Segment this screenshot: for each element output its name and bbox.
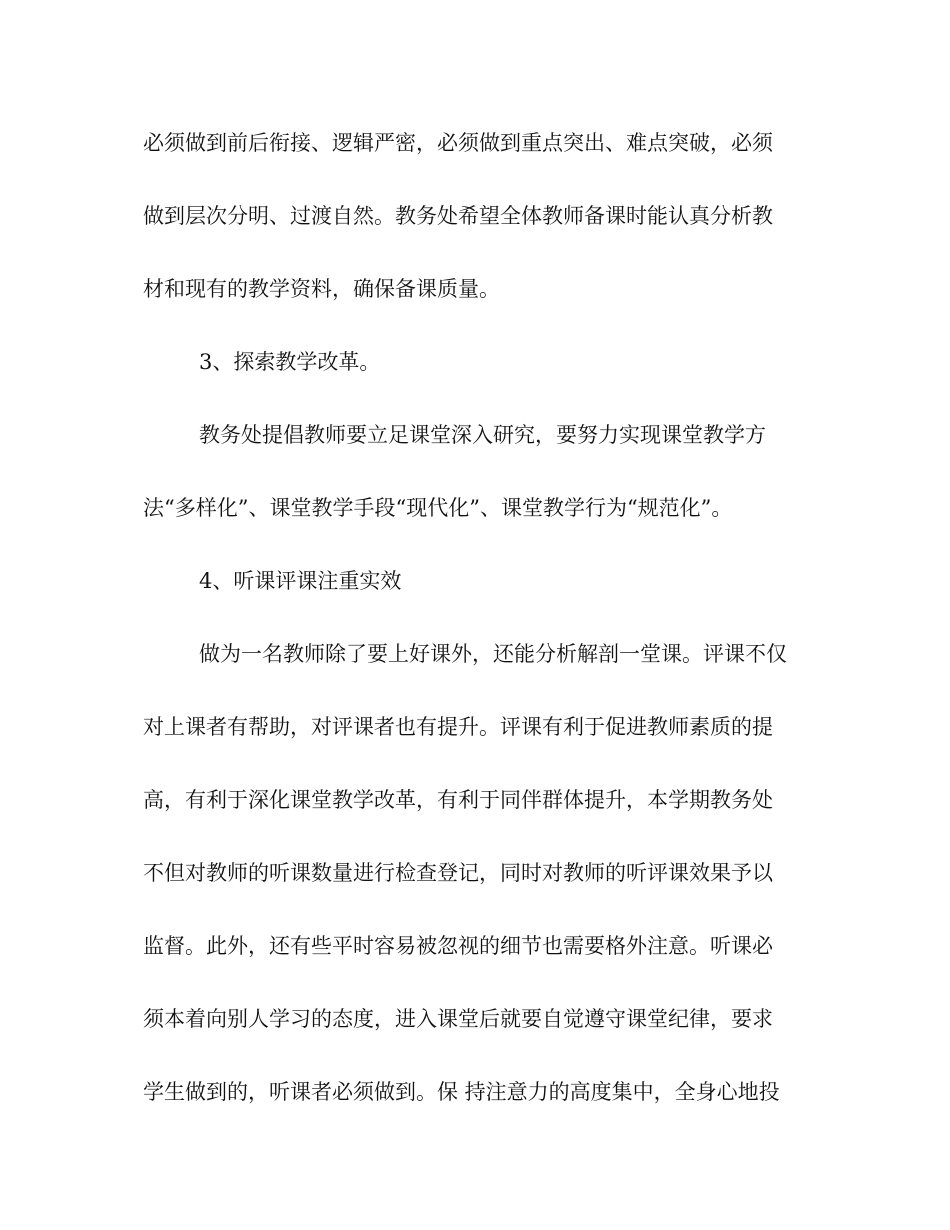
paragraph-line: 做到层次分明、过渡自然。教务处希望全体教师备课时能认真分析教 <box>143 204 773 228</box>
paragraph-line: 对上课者有帮助，对评课者也有提升。评课有利于促进教师素质的提 <box>143 715 773 739</box>
paragraph-line: 做为一名教师除了要上好课外，还能分析解剖一堂课。评课不仅 <box>199 642 787 666</box>
paragraph-line: 材和现有的教学资料，确保备课质量。 <box>143 277 500 301</box>
paragraph-line: 须本着向别人学习的态度，进入课堂后就要自觉遵守课堂纪律，要求 <box>143 1007 773 1031</box>
section-heading: 4、听课评课注重实效 <box>199 569 402 593</box>
paragraph-line: 教务处提倡教师要立足课堂深入研究，要努力实现课堂教学方 <box>199 423 766 447</box>
paragraph-line: 学生做到的，听课者必须做到。保 持注意力的高度集中，全身心地投 <box>143 1080 780 1104</box>
paragraph-line: 法“多样化”、课堂教学手段“现代化”、课堂教学行为“规范化”。 <box>143 496 733 520</box>
paragraph-line: 监督。此外，还有些平时容易被忽视的细节也需要格外注意。听课必 <box>143 934 773 958</box>
paragraph-line: 不但对教师的听课数量进行检查登记，同时对教师的听评课效果予以 <box>143 861 773 885</box>
paragraph-line: 高，有利于深化课堂教学改革，有利于同伴群体提升，本学期教务处 <box>143 788 773 812</box>
paragraph-line: 必须做到前后衔接、逻辑严密，必须做到重点突出、难点突破，必须 <box>143 131 773 155</box>
section-heading: 3、探索教学改革。 <box>199 350 381 374</box>
